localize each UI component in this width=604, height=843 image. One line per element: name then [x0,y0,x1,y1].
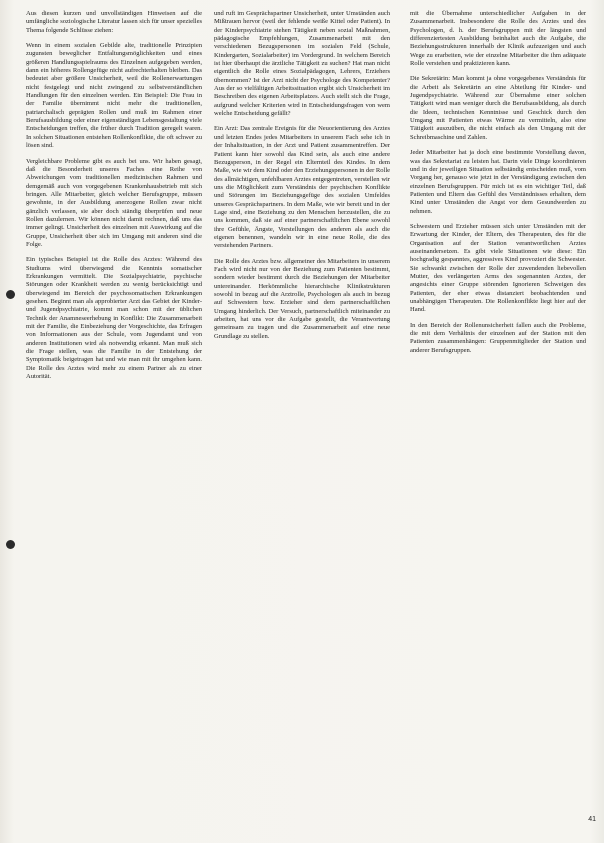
paragraph: Jeder Mitarbeiter hat ja doch eine bestimmte Vorstellung davon, was das Sekretariat zu leisten hat. Darin viele Dinge koordinieren und in der jeweiligen Situation selbständig entscheiden muß, vom Vorgang her, genauso wie jetzt in der Verständigung zwischen den einzelnen Berufsgruppen. Für mich ist es ein wichtiger Teil, daß Patienten und Eltern das Gefühl des Verständnisses erhalten, dem Kind unter Umständen die Angst vor dem Gesundwerden zu nehmen. [410,149,586,215]
text-column-3 [410,10,586,362]
paragraph: Aus diesen kurzen und unvollständigen Hinweisen auf die umfängliche soziologische Literatur lassen sich für unser spezielles Thema folgende Schlüsse ziehen: [26,10,202,34]
paragraph: In den Bereich der Rollenunsicherheit fallen auch die Probleme, die mit dem Verhältnis der einzelnen auf der Station mit den Patienten zusammenhängen: Gruppenmitglieder der Station und anderer Berufsgruppen. [410,321,586,354]
paragraph: Schwestern und Erzieher müssen sich unter Umständen mit der Erwartung der Kinder, der Eltern, des Therapeuten, des für die Organisation auf der Station verantwortlichen Arztes auseinandersetzen. Es gibt viele Situationen wie diese: Ein hochgradig gespanntes, aggressives Kind provoziert die Schwester. Sie schwankt zwischen der Rolle der zuwendenden liebevollen Mutter, des verlängerten Arms des sogenannten Arztes, der angesichts einer Gruppe störenden Ignorieren Schweigen des Patienten, der eher etwas distanziert beobachtenden und unabhängigen Therapeuten. Die Rollenkonflikte liegt hier auf der Hand. [410,222,586,314]
binding-hole-mark [6,540,15,549]
text-column-1 [26,10,202,388]
paragraph: Vergleichbare Probleme gibt es auch bei uns. Wir haben gesagt, daß die Besonderheit unseres Faches eine Reihe von Abweichungen vom traditionellen medizinischen Rahmen und demgemäß auch von vorgegebenen Krankenhausbetrieb mit sich bringen. Alle Mitarbeiter, gleich welcher Berufsgruppe, müssen gewohnte, in der Ausbildung anerzogene Rollen zwar nicht gänzlich verlassen, sie aber doch ständig überprüfen und neue Rollen dazulernen. Wir können nicht damit rechnen, daß uns das immer gelingt. Unsicherheit des einzelnen mit Auswirkung auf die Gruppe, Unsicherheit über sich im Umgang mit anderen sind die Folge. [26,157,202,248]
paragraph: Ein typisches Beispiel ist die Rolle des Arztes: Während des Studiums wird überwiegend die Kenntnis somatischer Erkrankungen vermittelt. Die Sozialpsychiatrie, psychische Störungen oder Krankheit werden zu wenig berücksichtigt und überwiegend im Bereich der psychosomatischen Erkrankungen gesehen. Beginnt man als approbierter Arzt das Gebiet der Kinder- und Jugendpsychiatrie, kommt man schon mit der üblichen Technik der Anamneseerhebung in Konflikt: Die Zusammenarbeit mit der Familie, die Einbeziehung der Vorgeschichte, das Erfragen von Informationen aus der Schule, vom Jugendamt und von anderen Institutionen wird als notwendig erkannt. Man muß sich die Frage stellen, was die Familie in der Entstehung der Symptomatik beigetragen hat und wie man mit ihr umgehen kann. Die Rolle des Arztes wird mehr zu einem Partner als zu einer Autorität. [26,256,202,381]
page-number: 41 [588,816,596,823]
text-column-2 [214,10,390,348]
paragraph: Die Sekretärin: Man kommt ja ohne vorgegebenes Verständnis für die Arbeit als Sekretärin an eine Abteilung für Kinder- und Jugendpsychiatrie. Während zur Übernahme einer solchen Tätigkeit wird man weniger durch die Berufsausbildung, als durch die Ideen, technischen Kenntnisse und Geschick durch den Umgang mit Patienten etwas Wärme zu vermitteln, also eine Tätigkeit auszuüben, die nicht einfach als den Umgang mit der Schreibmaschine und Zahlen. [410,75,586,141]
paragraph: Wenn in einem sozialen Gebilde alte, traditionelle Prinzipien zugunsten beweglicher Entfaltungsmöglichkeiten und eines größeren Handlungsspielraums des Einzelnen aufgegeben werden, dann ein höheres Rollengefüge nicht aufrechterhalten bleiben. Das bedeutet aber größere Unsicherheit, weil die Rollenerwartungen nicht festgelegt und nicht zwingend zu selbstverständlichen Handlungen für den einzelnen werden. Ein Beispiel: Die Frau in der Familie übernimmt nicht mehr die traditionellen, patriarchalisch geprägten Rollen und muß im Rahmen einer Berufsausbildung oder einer eigenständigen Lebensgestaltung viele Entscheidungen treffen, die früher durch Tradition geregelt waren. In solchen Situationen entstehen Rollenkonflikte, die oft schwer zu lösen sind. [26,42,202,150]
binding-hole-mark [6,290,15,299]
paragraph: Ein Arzt: Das zentrale Ereignis für die Neuorientierung des Arztes und letzten Endes jedes Mitarbeiters in unserem Fach sehe ich in der Inhaltsituation, in der Arzt und Patient zusammentreffen. Der Patient kann hier sowohl das Kind sein, als auch eine andere Bezugsperson, in der Regel ein Elternteil des Kindes. In dem Maße, wie wir dem Kind oder den Erziehungspersonen in der Rolle des allmächtigen, unfehlbaren Arztes entgegentreten, verstellen wir uns die Möglichkeit zum Verständnis der psychischen Konflikte und Störungen im Beziehungsgefüge des sozialen Umfeldes unseres Gesprächspartners. In dem Maße, wie wir bereit und in der Lage sind, eine Beziehung zu den Menschen herzustellen, die zu uns kommen, daß sie auf einer partnerschaftlichen Ebene sowohl ihre Gefühle, Ängste, Vorstellungen des anderen als auch die eigenen benennen, wandeln wir in eine neue Rolle, die des verstehenden Partners. [214,125,391,250]
paragraph: mit die Übernahme unterschiedlicher Aufgaben in der Zusammenarbeit. Insbesondere die Rolle des Arztes und des Psychologen, d. h. der Berufsgruppen mit der längsten und differenziertesten Ausbildung beinhaltet auch die Aufgabe, die Beziehungsstrukturen innerhalb der Klinik aufzuzeigen und auch Wege zu erarbeiten, wie der einzelne Mitarbeiter die ihm adäquate Rolle verstehen und praktizieren kann. [410,10,586,68]
paragraph: und ruft im Gesprächspartner Unsicherheit, unter Umständen auch Mißtrauen hervor (weil der fehlende weiße Kittel oder Patient). In der Kinderpsychiatrie stehen Tätigkeit neben sozial Maßnahmen, pädagogische Empfehlungen, Zusammenarbeit mit den verschiedenen Bezugspersonen im sozialen Feld (Schule, Kindergarten, Sozialarbeiter) im Vordergrund. In welchem Bereich ist hier überhaupt die ärztliche Tätigkeit zu suchen? Hat man nicht eigentlich die Rolle eines Sozialpädagogen, Lehrers, Erziehers übernommen? Ist der Arzt nicht der Psychologe des Kompetenter? Aus der so vielfältigen Arbeitssituation ergibt sich Unsicherheit im Beschreiben des eigenen Arbeitsplatzes. Auch stellt sich die Frage, aufgrund welcher Kriterien wird in Entscheidungsfragen von wem welche Entscheidung gefällt? [214,10,390,118]
paragraph: Die Rolle des Arztes bzw. allgemeiner des Mitarbeiters in unserem Fach wird nicht nur von der Beziehung zum Patienten bestimmt, sondern wieder bestimmt durch die Beziehungen der Mitarbeiter untereinander. Herkömmliche hierarchische Klinikstrukturen sowohl in bezug auf die Arztrolle, Psychologen als auch in bezug auf Schwestern bzw. Erzieher sind dem partnerschaftlichen Umgang hinderlich. Der Versuch, partnerschaftlich miteinander zu arbeiten, hat uns vor die Aufgabe gestellt, die Verantwortung gemeinsam zu tragen und die Zusammenarbeit auf eine neue Grundlage zu stellen. [214,257,390,340]
